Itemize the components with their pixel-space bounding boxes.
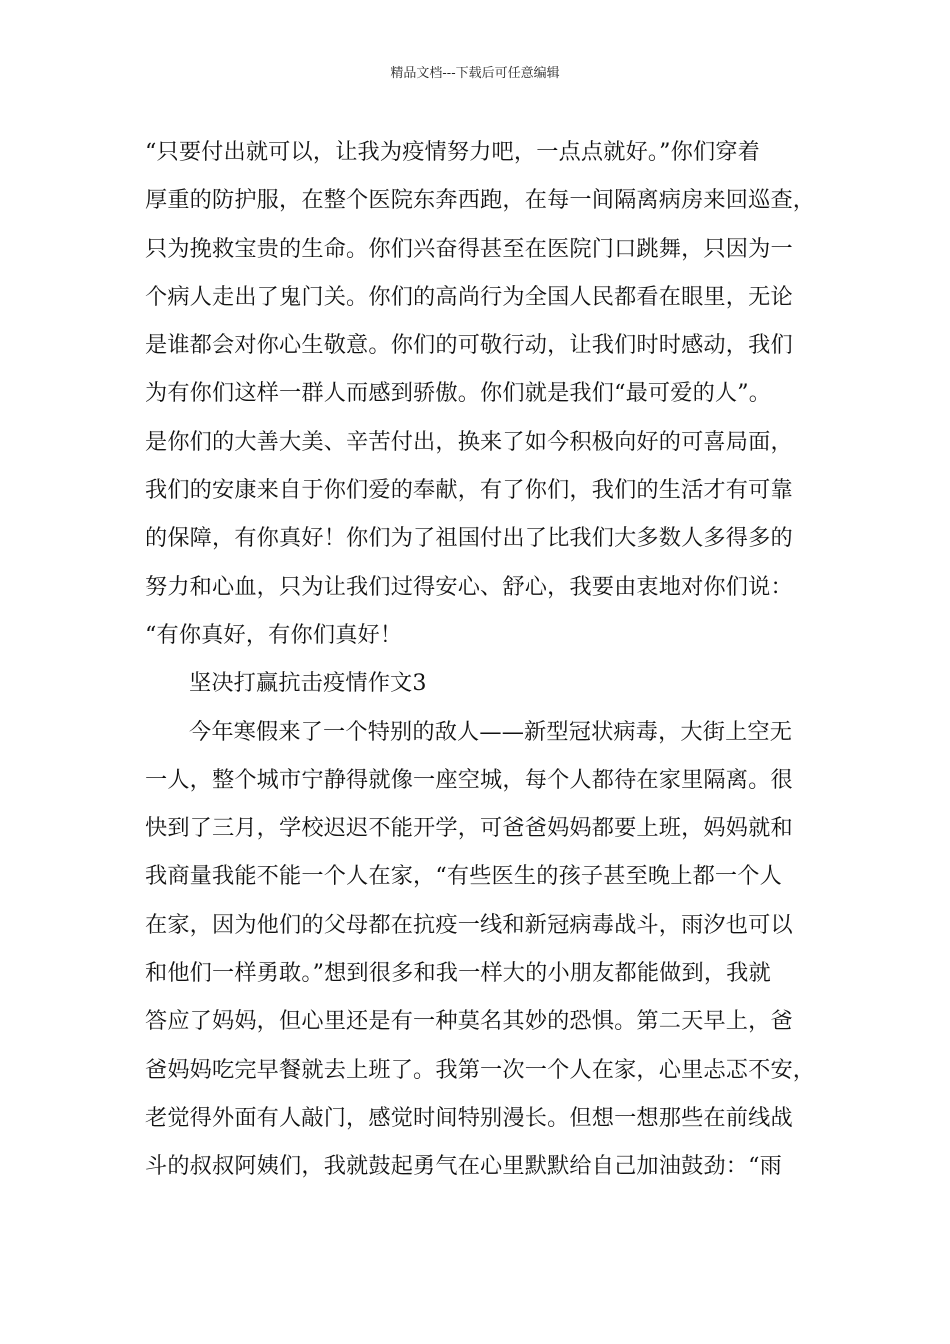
text-line: 老觉得外面有人敲门，感觉时间特别漫长。但想一想那些在前线战	[145, 1104, 793, 1131]
text-line: 斗的叔叔阿姨们，我就鼓起勇气在心里默默给自己加油鼓劲：“雨	[145, 1153, 782, 1180]
text-line: 为有你们这样一群人而感到骄傲。你们就是我们“最可爱的人”。	[145, 380, 772, 407]
text-line: 我们的安康来自于你们爱的奉献，有了你们，我们的生活才有可靠	[145, 477, 793, 504]
text-line: 只为挽救宝贵的生命。你们兴奋得甚至在医院门口跳舞，只因为一	[145, 235, 793, 262]
text-line: 快到了三月，学校迟迟不能开学，可爸爸妈妈都要上班，妈妈就和	[145, 815, 793, 842]
text-line: 努力和心血，只为让我们过得安心、舒心，我要由衷地对你们说：	[145, 573, 793, 600]
document-body	[145, 132, 835, 1195]
text-line: “有你真好，有你们真好！	[145, 621, 403, 648]
text-line: 答应了妈妈，但心里还是有一种莫名其妙的恐惧。第二天早上，爸	[145, 1008, 793, 1035]
text-line: 爸妈妈吃完早餐就去上班了。我第一次一个人在家，心里忐忑不安，	[145, 1056, 816, 1083]
text-line: 在家，因为他们的父母都在抗疫一线和新冠病毒战斗，雨汐也可以	[145, 911, 793, 938]
text-line: 一人，整个城市宁静得就像一座空城，每个人都待在家里隔离。很	[145, 766, 793, 793]
text-line: 和他们一样勇敢。”想到很多和我一样大的小朋友都能做到，我就	[145, 960, 771, 987]
text-line: 是谁都会对你心生敬意。你们的可敬行动，让我们时时感动，我们	[145, 332, 793, 359]
text-line: “只要付出就可以，让我为疫情努力吧，一点点就好。”你们穿着	[145, 139, 760, 165]
section-heading: 坚决打赢抗击疫情作文3	[189, 670, 427, 697]
text-line: 是你们的大善大美、辛苦付出，换来了如今积极向好的可喜局面，	[145, 428, 793, 455]
text-line: 厚重的防护服，在整个医院东奔西跑，在每一间隔离病房来回巡查，	[145, 187, 816, 214]
text-line: 的保障，有你真好！你们为了祖国付出了比我们大多数人多得多的	[145, 525, 793, 552]
text-line: 个病人走出了鬼门关。你们的高尚行为全国人民都看在眼里，无论	[145, 283, 793, 310]
text-line: 今年寒假来了一个特别的敌人——新型冠状病毒，大街上空无	[189, 718, 793, 745]
page-header: 精品文档---下载后可任意编辑	[390, 66, 560, 81]
text-line: 我商量我能不能一个人在家，“有些医生的孩子甚至晚上都一个人	[145, 863, 782, 890]
